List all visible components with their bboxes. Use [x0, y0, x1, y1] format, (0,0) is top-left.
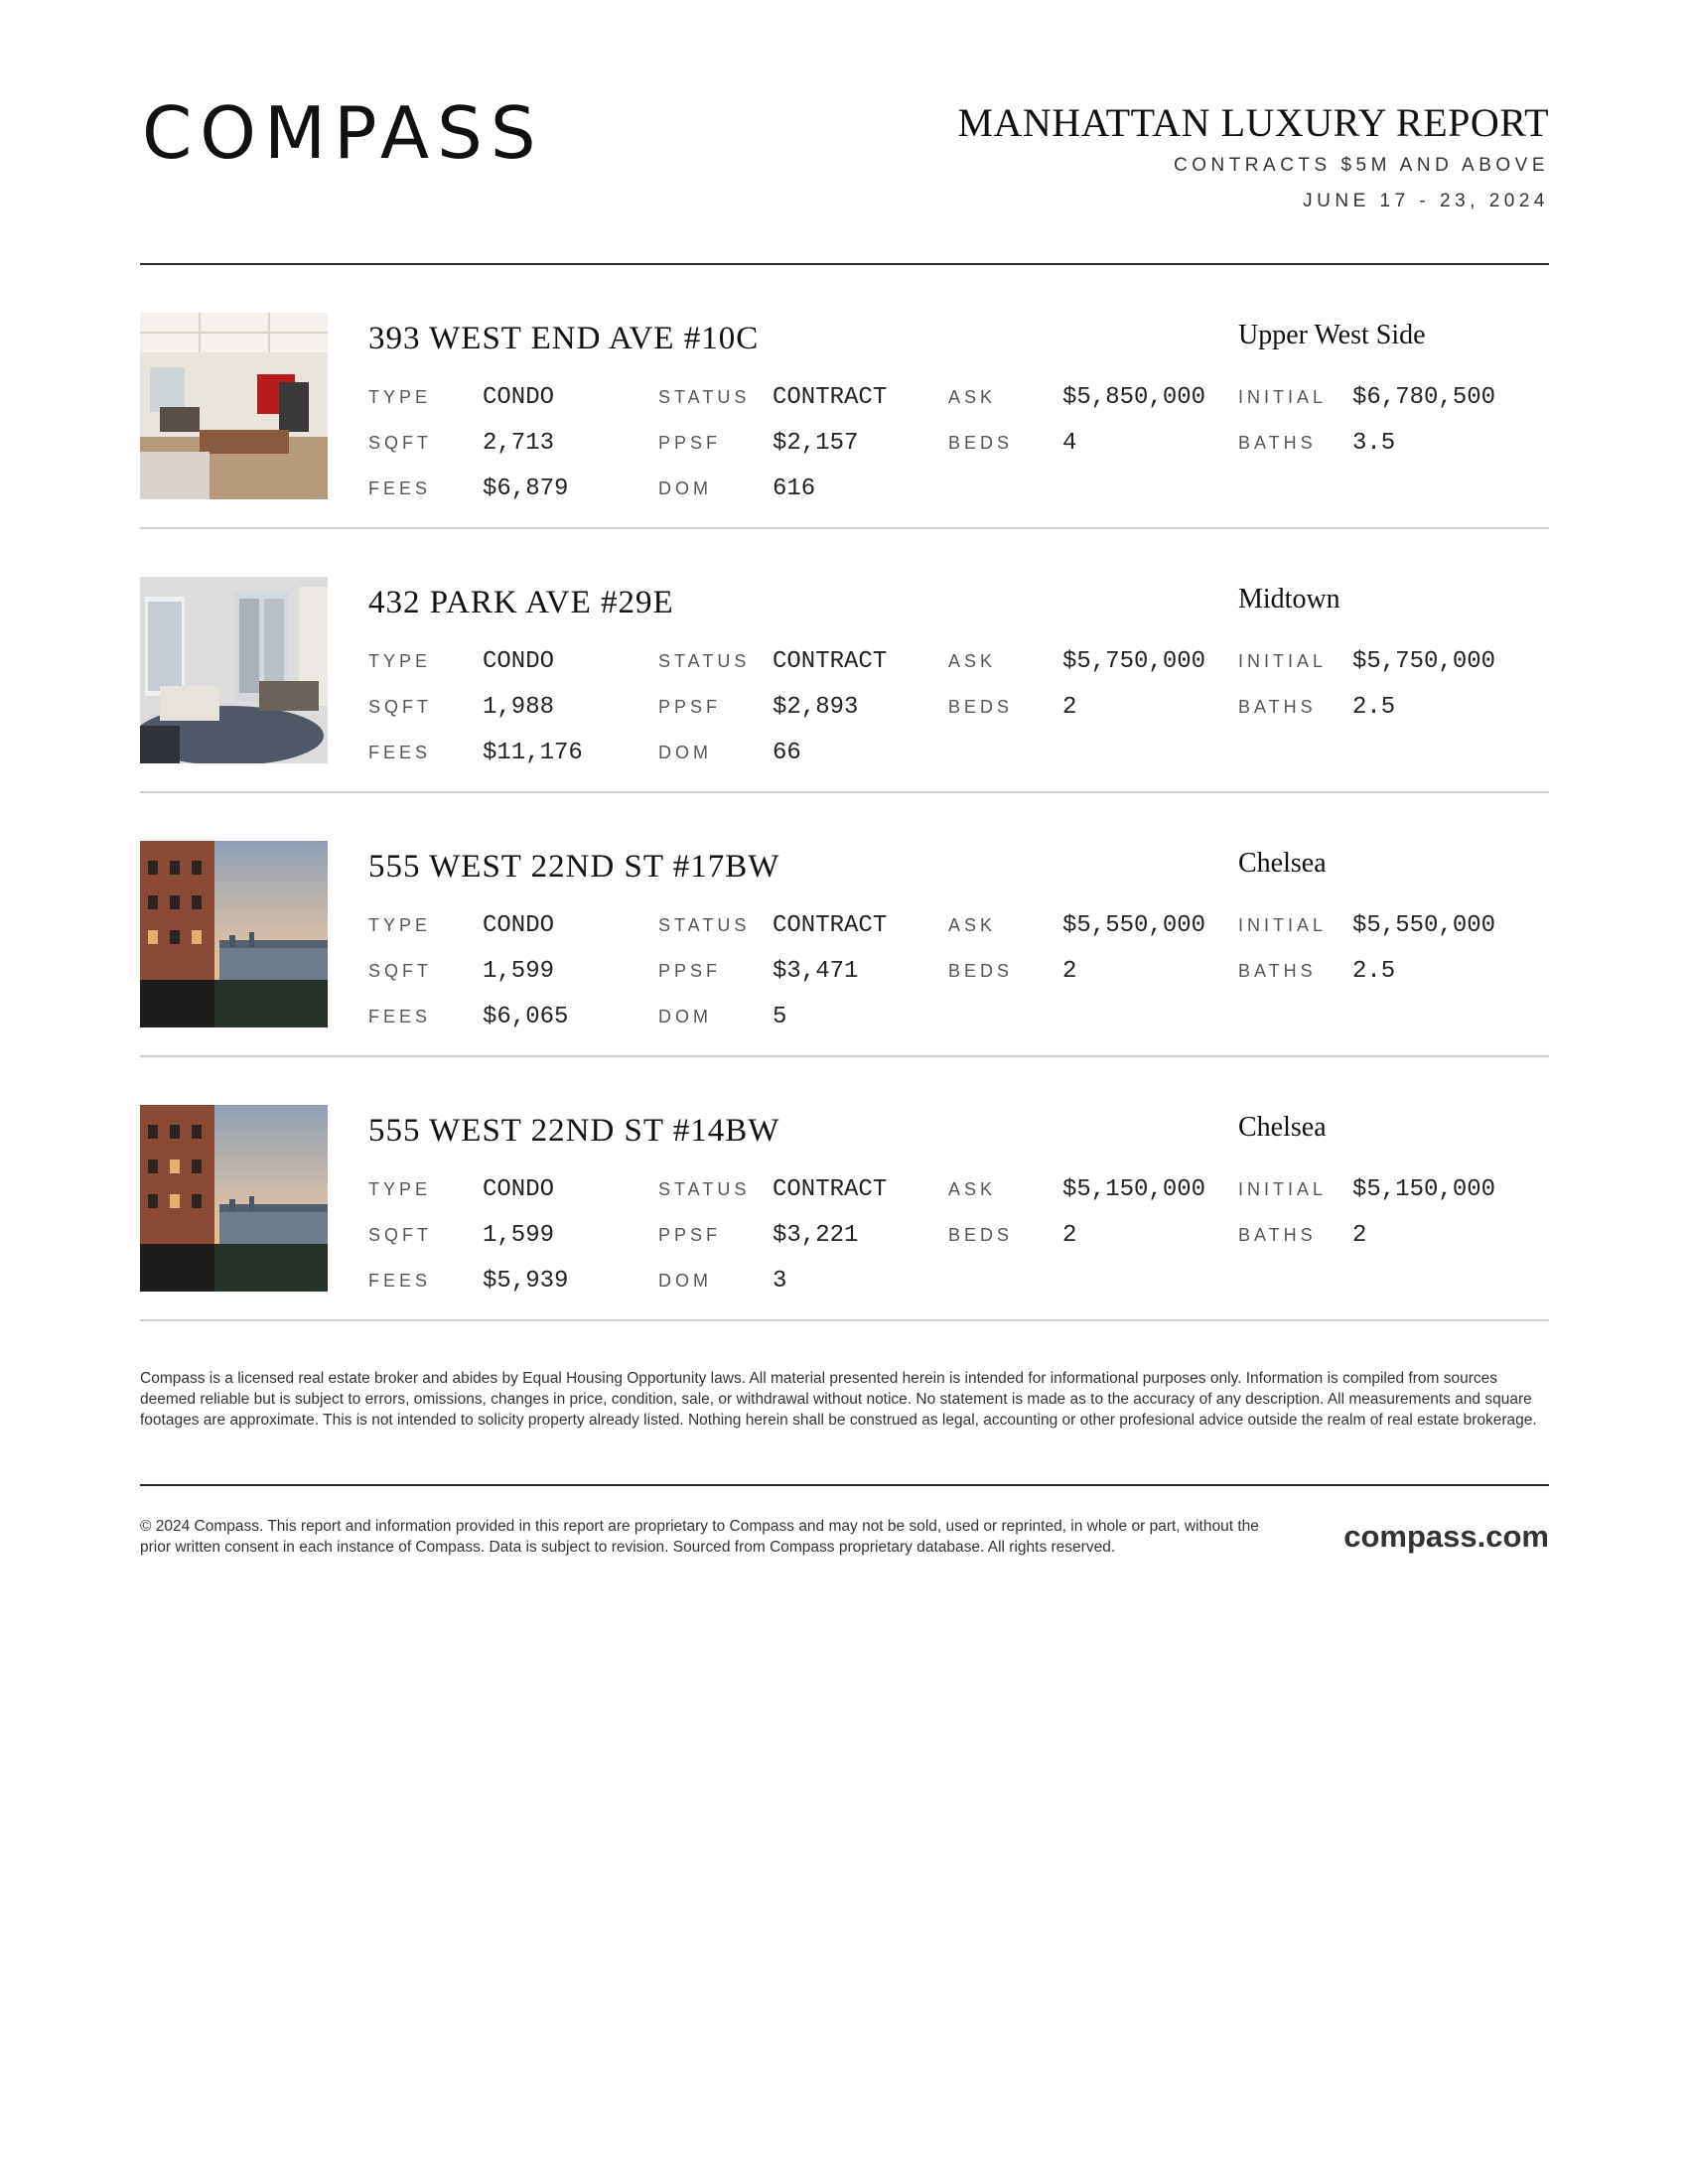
dom-value: 616 [773, 476, 816, 502]
fees-label: FEES [368, 478, 432, 498]
ask-label: ASK [948, 915, 997, 935]
type-value: CONDO [483, 648, 555, 675]
fees-label: FEES [368, 743, 432, 762]
beds-label: BEDS [948, 433, 1014, 453]
baths-value: 2 [1352, 1222, 1367, 1249]
ppsf-value: $3,471 [773, 958, 859, 985]
beds-value: 2 [1062, 694, 1077, 721]
initial-label: INITIAL [1238, 915, 1328, 935]
initial-label: INITIAL [1238, 1179, 1328, 1199]
building-exterior-photo [140, 841, 328, 1027]
dom-label: DOM [658, 1271, 712, 1291]
status-label: STATUS [658, 1179, 751, 1199]
dom-value: 66 [773, 740, 801, 766]
beds-label: BEDS [948, 697, 1014, 717]
type-value: CONDO [483, 1176, 555, 1203]
sqft-value: 1,599 [483, 1222, 555, 1249]
building-exterior-photo [140, 1105, 328, 1292]
beds-label: BEDS [948, 961, 1014, 981]
fees-label: FEES [368, 1271, 432, 1291]
listing-neighborhood: Upper West Side [1238, 320, 1426, 350]
ppsf-value: $2,157 [773, 430, 859, 457]
ask-value: $5,150,000 [1062, 1176, 1206, 1203]
status-value: CONTRACT [773, 648, 888, 675]
status-value: CONTRACT [773, 1176, 888, 1203]
type-label: TYPE [368, 651, 432, 671]
listing-neighborhood: Chelsea [1238, 848, 1327, 879]
beds-label: BEDS [948, 1225, 1014, 1245]
living-room-photo [140, 577, 328, 763]
dom-value: 3 [773, 1268, 787, 1295]
beds-value: 4 [1062, 430, 1077, 457]
fees-value: $11,176 [483, 740, 583, 766]
ask-value: $5,750,000 [1062, 648, 1206, 675]
baths-value: 2.5 [1352, 694, 1396, 721]
initial-value: $5,750,000 [1352, 648, 1496, 675]
ppsf-label: PPSF [658, 1225, 722, 1245]
dom-label: DOM [658, 1007, 712, 1026]
status-label: STATUS [658, 915, 751, 935]
report-date-range: JUNE 17 - 23, 2024 [1303, 191, 1549, 211]
dom-value: 5 [773, 1004, 787, 1030]
sqft-value: 2,713 [483, 430, 555, 457]
type-value: CONDO [483, 384, 555, 411]
report-page [140, 0, 1549, 1556]
ask-value: $5,550,000 [1062, 912, 1206, 939]
baths-label: BATHS [1238, 961, 1317, 981]
fees-value: $6,065 [483, 1004, 569, 1030]
dom-label: DOM [658, 743, 712, 762]
legal-disclaimer: Compass is a licensed real estate broker and abides by Equal Housing Opportunity laws. All material presented herein is intended for informational purposes only. Information is compiled from sources deemed reliable but is subject to errors, omissions, changes in price, condition, sale, or withdrawal without notice. No statement is made as to the accuracy of any description. All measurements and square footages are approximate. This is not intended to solicity property already listed. Nothing herein shall be construed as legal, accounting or other profesional advice outside the realm of real estate brokerage. [140, 1370, 1537, 1429]
beds-value: 2 [1062, 958, 1077, 985]
sqft-value: 1,599 [483, 958, 555, 985]
listing-neighborhood: Chelsea [1238, 1112, 1327, 1143]
listing-row [140, 793, 1549, 1057]
fees-label: FEES [368, 1007, 432, 1026]
baths-label: BATHS [1238, 697, 1317, 717]
baths-label: BATHS [1238, 1225, 1317, 1245]
ppsf-value: $2,893 [773, 694, 859, 721]
initial-value: $6,780,500 [1352, 384, 1496, 411]
sqft-value: 1,988 [483, 694, 555, 721]
report-title: MANHATTAN LUXURY REPORT [957, 100, 1549, 145]
initial-value: $5,150,000 [1352, 1176, 1496, 1203]
baths-label: BATHS [1238, 433, 1317, 453]
ppsf-label: PPSF [658, 961, 722, 981]
baths-value: 3.5 [1352, 430, 1396, 457]
status-value: CONTRACT [773, 912, 888, 939]
initial-value: $5,550,000 [1352, 912, 1496, 939]
type-label: TYPE [368, 915, 432, 935]
dom-label: DOM [658, 478, 712, 498]
status-value: CONTRACT [773, 384, 888, 411]
compass-site-link[interactable]: compass.com [1343, 1519, 1549, 1554]
beds-value: 2 [1062, 1222, 1077, 1249]
sqft-label: SQFT [368, 697, 432, 717]
status-label: STATUS [658, 387, 751, 407]
listing-address: 393 WEST END AVE #10C [368, 321, 760, 356]
sqft-label: SQFT [368, 1225, 432, 1245]
status-label: STATUS [658, 651, 751, 671]
living-room-photo [140, 313, 328, 499]
ask-label: ASK [948, 387, 997, 407]
initial-label: INITIAL [1238, 387, 1328, 407]
compass-logo: COMPASS [142, 91, 544, 175]
footer-divider [140, 1484, 1549, 1486]
listing-address: 432 PARK AVE #29E [368, 585, 674, 620]
type-label: TYPE [368, 1179, 432, 1199]
sqft-label: SQFT [368, 433, 432, 453]
fees-value: $6,879 [483, 476, 569, 502]
initial-label: INITIAL [1238, 651, 1328, 671]
report-subtitle: CONTRACTS $5M AND ABOVE [1173, 155, 1549, 176]
ppsf-label: PPSF [658, 697, 722, 717]
listing-row [140, 265, 1549, 529]
listing-address: 555 WEST 22ND ST #14BW [368, 1113, 780, 1149]
baths-value: 2.5 [1352, 958, 1396, 985]
ask-label: ASK [948, 1179, 997, 1199]
listing-neighborhood: Midtown [1238, 584, 1340, 614]
sqft-label: SQFT [368, 961, 432, 981]
ppsf-label: PPSF [658, 433, 722, 453]
ppsf-value: $3,221 [773, 1222, 859, 1249]
ask-value: $5,850,000 [1062, 384, 1206, 411]
copyright-notice: © 2024 Compass. This report and information provided in this report are proprietary to Compass and may not be sold, used or reprinted, in whole or part, without the prior written consent in each instance of Compass. Data is subject to revision. Sourced from Compass proprietary database. All rights reserved. [140, 1518, 1259, 1556]
type-value: CONDO [483, 912, 555, 939]
listing-address: 555 WEST 22ND ST #17BW [368, 849, 780, 885]
ask-label: ASK [948, 651, 997, 671]
fees-value: $5,939 [483, 1268, 569, 1295]
listing-row [140, 1057, 1549, 1321]
type-label: TYPE [368, 387, 432, 407]
report-header [140, 0, 1549, 265]
listing-row [140, 529, 1549, 793]
